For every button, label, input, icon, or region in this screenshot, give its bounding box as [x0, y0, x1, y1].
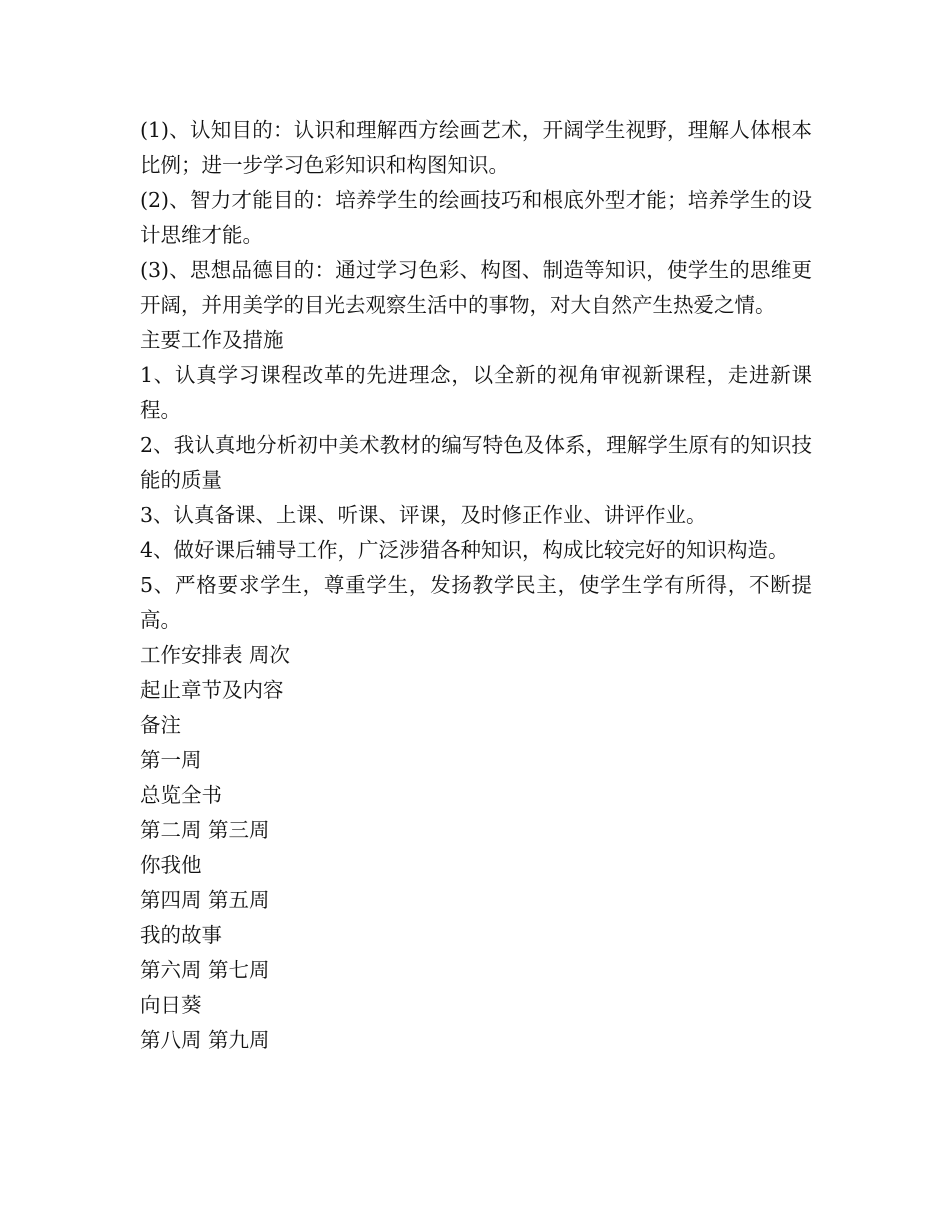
document-body [140, 113, 812, 1058]
section-heading-measures: 主要工作及措施 [140, 328, 284, 352]
objective-cognitive: (1)、认知目的：认识和理解西方绘画艺术，开阔学生视野，理解人体根本比例；进一步学习色彩知识和构图知识。 [140, 118, 812, 177]
measure-item-2: 2、我认真地分析初中美术教材的编写特色及体系，理解学生原有的知识技能的质量 [140, 433, 812, 492]
schedule-topic: 我的故事 [140, 923, 222, 947]
schedule-topic: 你我他 [140, 853, 202, 877]
schedule-week: 第八周 第九周 [140, 1028, 270, 1052]
measure-item-1: 1、认真学习课程改革的先进理念，以全新的视角审视新课程，走进新课程。 [140, 363, 812, 422]
objective-intellectual: (2)、智力才能目的：培养学生的绘画技巧和根底外型才能；培养学生的设计思维才能。 [140, 188, 812, 247]
schedule-topic: 总览全书 [140, 783, 222, 807]
schedule-week: 第一周 [140, 748, 202, 772]
schedule-week: 第六周 第七周 [140, 958, 270, 982]
measure-item-4: 4、做好课后辅导工作，广泛涉猎各种知识，构成比较完好的知识构造。 [140, 538, 789, 562]
measure-item-5: 5、严格要求学生，尊重学生，发扬教学民主，使学生学有所得，不断提高。 [140, 573, 812, 632]
schedule-column-notes: 备注 [140, 713, 181, 737]
objective-moral: (3)、思想品德目的：通过学习色彩、构图、制造等知识，使学生的思维更开阔，并用美学的目光去观察生活中的事物，对大自然产生热爱之情。 [140, 258, 812, 317]
schedule-topic: 向日葵 [140, 993, 202, 1017]
schedule-week: 第二周 第三周 [140, 818, 270, 842]
schedule-heading: 工作安排表 周次 [140, 643, 291, 667]
measure-item-3: 3、认真备课、上课、听课、评课，及时修正作业、讲评作业。 [140, 503, 707, 527]
schedule-column-content: 起止章节及内容 [140, 678, 284, 702]
schedule-week: 第四周 第五周 [140, 888, 270, 912]
